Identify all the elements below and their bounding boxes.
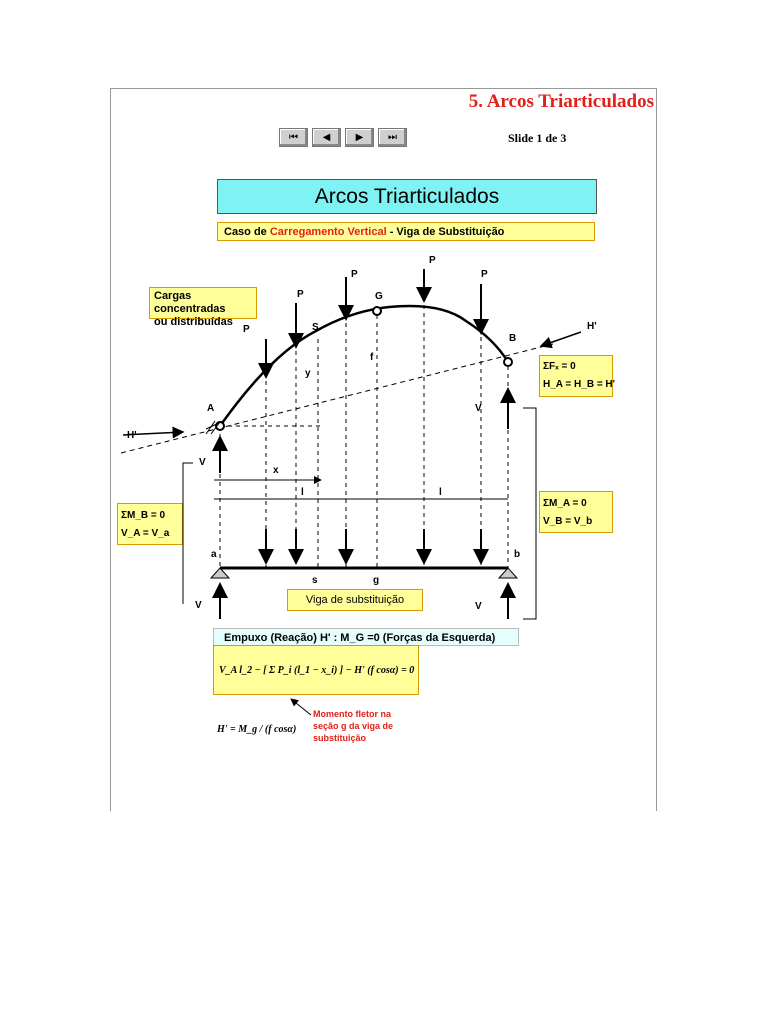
thrust-label: Empuxo (Reação) H' : M_G =0 (Forças da Esquerda) [213,628,519,646]
svg-text:P: P [429,255,436,266]
case-suffix: - Viga de Substituição [386,226,505,238]
loads-note-line1: Cargas concentradas [154,290,226,315]
svg-text:x: x [273,465,279,476]
svg-text:V: V [475,403,482,414]
svg-text:S: S [312,322,319,333]
last-slide-button[interactable]: ⏭ [378,128,407,147]
formula: V_A l_2 − [ Σ P_i (l_1 − x_i) ] − H' (f cosα) = 0 [219,665,415,676]
slide-frame [110,88,657,811]
svg-text:y: y [305,368,311,379]
beam-label: Viga de substituição [287,589,423,611]
svg-text:l: l [439,487,442,498]
next-slide-button[interactable]: ▶ [345,128,374,147]
page-heading: 5. Arcos Triarticulados [468,91,654,112]
eq-right-1: ΣFₓ = 0 [543,361,576,372]
diagram-title: Arcos Triarticulados [217,179,597,214]
hinge-G [373,307,381,315]
svg-text:f: f [370,352,374,363]
svg-text:V: V [195,600,202,611]
svg-text:P: P [351,269,358,280]
eq-right-2: H_A = H_B = H' [543,379,616,390]
svg-text:g: g [373,575,380,586]
svg-text:V: V [199,457,206,468]
eq-left-2: V_A = V_a [121,528,170,539]
svg-text:A: A [207,403,215,414]
svg-text:G: G [375,291,383,302]
moment-note-2: seção g da viga de [313,721,394,731]
slide-counter: Slide 1 de 3 [508,131,567,145]
formula-2: H' = M_g / (f cosα) [217,724,297,735]
svg-text:H': H' [587,321,597,332]
svg-text:P: P [297,289,304,300]
svg-text:l: l [301,487,304,498]
eq-right-3: ΣM_A = 0 [543,498,587,509]
eq-left-1: ΣM_B = 0 [121,510,166,521]
chord-line [121,344,553,453]
moment-note-1: Momento fletor na [313,709,391,719]
case-highlight: Carregamento Vertical [269,226,387,238]
arch-diagram [111,89,656,811]
eq-right-4: V_B = V_b [543,516,593,527]
svg-text:a: a [211,549,217,560]
svg-text:b: b [514,549,521,560]
moment-note-3: substituição [313,733,367,743]
svg-text:B: B [509,333,517,344]
case-prefix: Caso de [224,226,270,238]
loads-note-line2: ou distribuídas [154,316,233,328]
svg-text:s: s [312,575,318,586]
svg-text:P: P [481,269,488,280]
first-slide-button[interactable]: ⏮ [279,128,308,147]
svg-text:H': H' [127,430,137,441]
svg-text:V: V [475,601,482,612]
hinge-B [504,358,512,366]
prev-slide-button[interactable]: ◀ [312,128,341,147]
svg-text:P: P [243,324,250,335]
